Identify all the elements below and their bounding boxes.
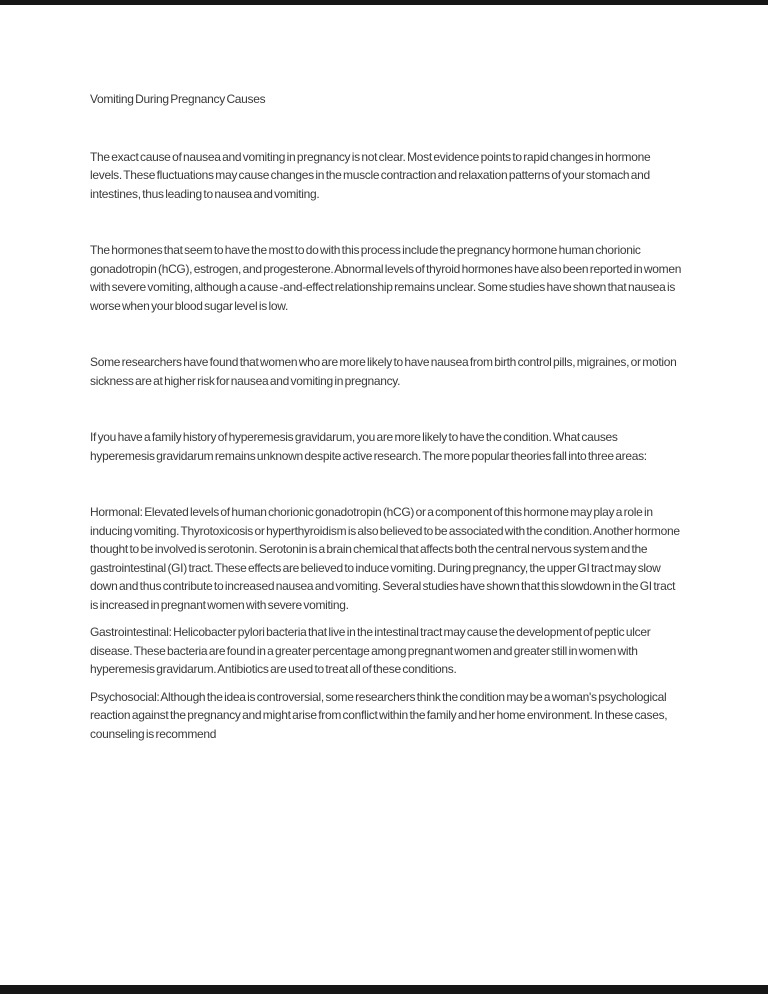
top-border-bar — [0, 0, 768, 5]
paragraph-gastrointestinal-theory: Gastrointestinal: Helicobacter pylori bacteria that live in the intestinal tract may cause the development of peptic ulcer disease. These bacteria are found in a greater percentage among pregnant women and greater still in women with hyperemesis gravidarum. Antibiotics are used to treat all of these conditions. — [90, 625, 651, 676]
paragraph-risk-factors: Some researchers have found that women who are more likely to have nausea from birth control pills, migraines, or motion sickness are at higher risk for nausea and vomiting in pregnancy. — [90, 355, 677, 388]
paragraph-psychosocial-theory: Psychosocial: Although the idea is controversial, some researchers think the condition may be a woman's psychological reaction against the pregnancy and might arise from conflict within the family and her home environment. In these cases, counseling is recommend — [90, 689, 668, 741]
paragraph-family-history: If you have a family history of hyperemesis gravidarum, you are more likely to have the condition. What causes hyperemesis gravidarum remains unknown despite active research. The more popular theories fall into three areas: — [90, 430, 647, 463]
paragraph-hormonal-theory: Hormonal: Elevated levels of human chorionic gonadotropin (hCG) or a component of this hormone may play a role in inducing vomiting. Thyrotoxicosis or hyperthyroidism is also believed to be associated with the condition. Another hormone thought to be involved is serotonin. Serotonin is a brain chemical that affects both the central nervous system and the gastrointestinal (GI) tract. These effects are believed to induce vomiting. During pregnancy, the upper GI tract may slow down and thus contribute to increased nausea and vomiting. Several studies have shown that this slowdown in the GI tract is increased in pregnant women with severe vomiting. — [90, 505, 680, 612]
paragraph-cause-overview: The exact cause of nausea and vomiting in pregnancy is not clear. Most evidence points to rapid changes in hormone levels. These fluctuations may cause changes in the muscle contraction and relaxation patterns of your stomach and intestines, thus leading to nausea and vomiting. — [90, 149, 651, 201]
document-title: Vomiting During Pregnancy Causes — [90, 92, 266, 106]
bottom-border-bar — [0, 985, 768, 994]
paragraph-hormones: The hormones that seem to have the most to do with this process include the pregnancy hormone human chorionic gonadotropin (hCG), estrogen, and progesterone. Abnormal levels of thyroid hormones have also been reported in women with severe vomiting, although a cause -and-effect relationship remains unclear. Some studies have shown that nausea is worse when your blood sugar level is low. — [90, 243, 682, 313]
document-content — [90, 90, 682, 743]
